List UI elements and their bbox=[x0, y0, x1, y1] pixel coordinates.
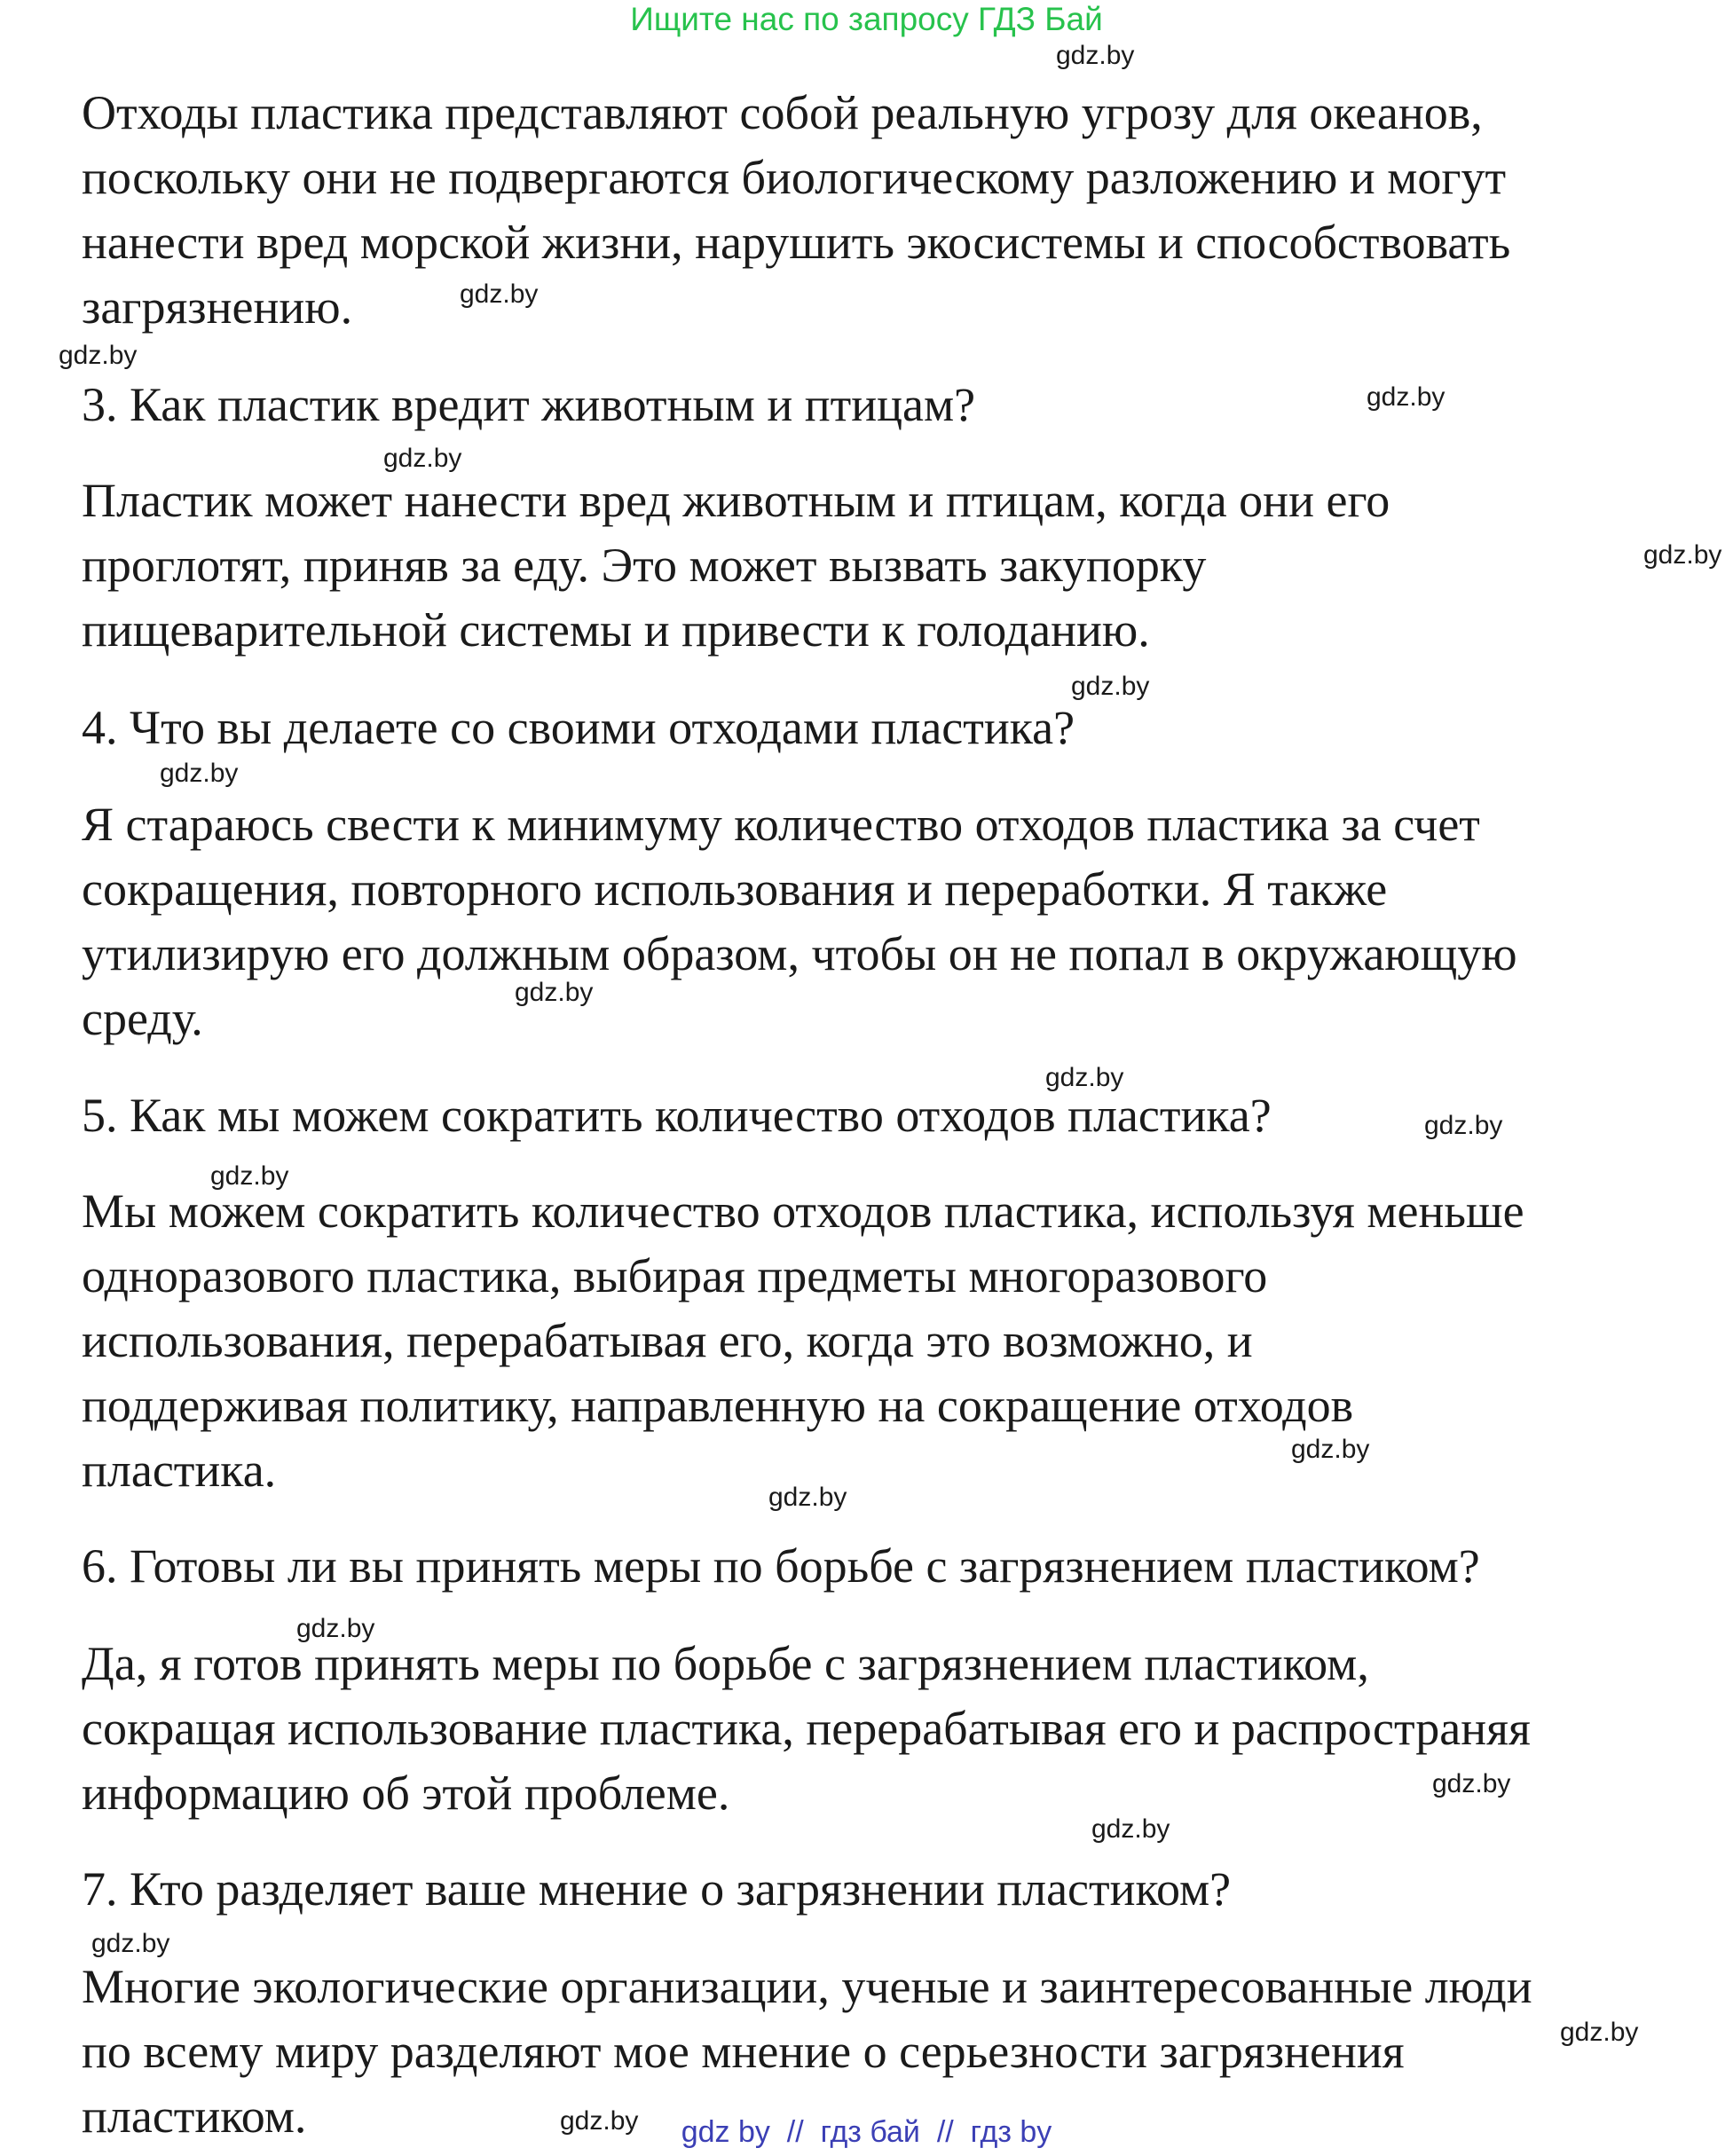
watermark: gdz.by bbox=[1291, 1435, 1370, 1464]
text-line: одноразового пластика, выбирая предметы многоразового bbox=[82, 1249, 1268, 1302]
text-line: пищеварительной системы и привести к голоданию. bbox=[82, 603, 1150, 657]
watermark: gdz.by bbox=[1045, 1063, 1124, 1092]
text-line: использования, перерабатывая его, когда это возможно, и bbox=[82, 1314, 1253, 1367]
question-7: 7. Кто разделяет ваше мнение о загрязнении пластиком? bbox=[82, 1862, 1232, 1916]
intro-paragraph bbox=[82, 81, 1719, 340]
text-line: Мы можем сократить количество отходов пластика, используя меньше bbox=[82, 1184, 1524, 1238]
answer-6 bbox=[82, 1632, 1719, 1826]
text-line: Многие экологические организации, ученые и заинтересованные люди bbox=[82, 1960, 1532, 2013]
text-line: сокращая использование пластика, перерабатывая его и распространяя bbox=[82, 1702, 1531, 1755]
watermark: gdz.by bbox=[160, 759, 239, 788]
watermark: gdz.by bbox=[1432, 1769, 1511, 1798]
text-line: поддерживая политику, направленную на сокращение отходов bbox=[82, 1379, 1354, 1432]
text-line: информацию об этой проблеме. bbox=[82, 1767, 730, 1820]
text-line: загрязнению. bbox=[82, 280, 353, 334]
answer-3 bbox=[82, 468, 1722, 663]
text-line: поскольку они не подвергаются биологическому разложению и могут bbox=[82, 151, 1507, 204]
watermark: gdz.by bbox=[1367, 382, 1445, 412]
footer-links[interactable]: gdz by // гдз бай // гдз by bbox=[681, 2115, 1052, 2149]
watermark: gdz.by bbox=[296, 1614, 375, 1643]
search-hint-link[interactable]: Ищите нас по запросу ГДЗ Бай bbox=[630, 1, 1103, 37]
watermark: gdz.by bbox=[91, 1929, 170, 1958]
text-line: пластика. bbox=[82, 1444, 277, 1497]
text-line: среду. bbox=[82, 992, 203, 1045]
watermark: gdz.by bbox=[1560, 2018, 1639, 2047]
watermark: gdz.by bbox=[460, 279, 539, 309]
text-line: Пластик может нанести вред животным и птицам, когда они его bbox=[82, 474, 1390, 527]
text-line: проглотят, приняв за еду. Это может вызвать закупорку bbox=[82, 539, 1207, 592]
question-5: 5. Как мы можем сократить количество отходов пластика? bbox=[82, 1089, 1272, 1142]
watermark: gdz.by bbox=[560, 2106, 639, 2136]
watermark: gdz.by bbox=[1071, 672, 1150, 701]
text-line: Да, я готов принять меры по борьбе с загрязнением пластиком, bbox=[82, 1637, 1369, 1690]
watermark: gdz.by bbox=[59, 341, 138, 370]
watermark: gdz.by bbox=[1643, 540, 1722, 570]
question-4: 4. Что вы делаете со своими отходами пластика? bbox=[82, 701, 1075, 754]
text-line: Я стараюсь свести к минимуму количество отходов пластика за счет bbox=[82, 798, 1480, 851]
answer-5 bbox=[82, 1179, 1719, 1503]
text-line: Отходы пластика представляют собой реальную угрозу для океанов, bbox=[82, 86, 1483, 139]
text-line: утилизирую его должным образом, чтобы он не попал в окружающую bbox=[82, 927, 1517, 980]
watermark: gdz.by bbox=[1056, 41, 1135, 70]
answer-4 bbox=[82, 792, 1719, 1051]
watermark: gdz.by bbox=[768, 1483, 847, 1512]
watermark: gdz.by bbox=[1424, 1111, 1503, 1140]
watermark: gdz.by bbox=[383, 444, 462, 473]
text-line: нанести вред морской жизни, нарушить экосистемы и способствовать bbox=[82, 216, 1511, 269]
watermark: gdz.by bbox=[515, 978, 594, 1007]
text-line: пластиком. bbox=[82, 2089, 307, 2143]
text-line: сокращения, повторного использования и переработки. Я также bbox=[82, 862, 1388, 916]
watermark: gdz.by bbox=[210, 1161, 289, 1191]
watermark: gdz.by bbox=[1091, 1814, 1170, 1844]
text-line: по всему миру разделяют мое мнение о серьезности загрязнения bbox=[82, 2025, 1405, 2078]
question-6: 6. Готовы ли вы принять меры по борьбе с загрязнением пластиком? bbox=[82, 1539, 1480, 1593]
question-3: 3. Как пластик вредит животным и птицам? bbox=[82, 378, 976, 431]
